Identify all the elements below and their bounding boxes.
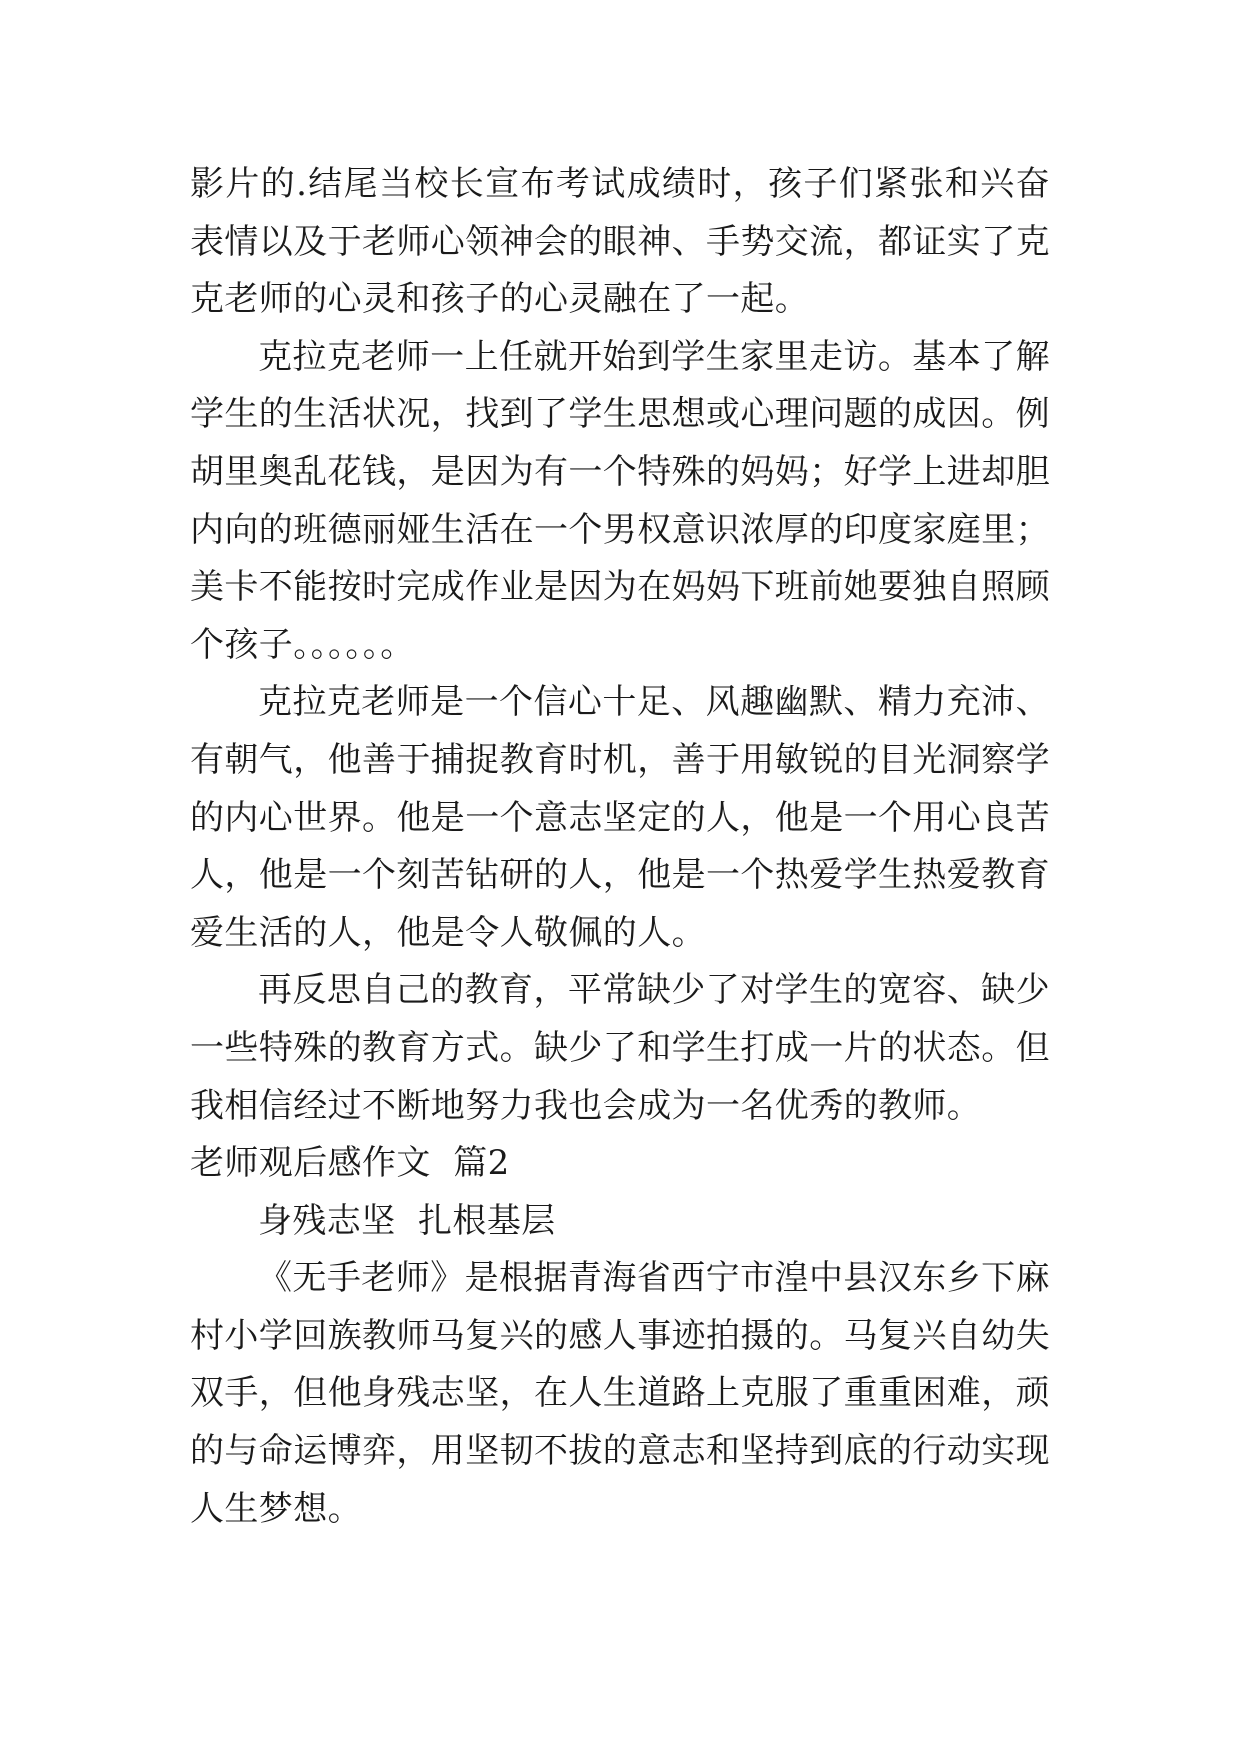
text-line: 有朝气，他善于捕捉教育时机，善于用敏锐的目光洞察学 xyxy=(190,739,1050,780)
text-line: 人，他是一个刻苦钻研的人，他是一个热爱学生热爱教育 xyxy=(190,855,1050,896)
text-line: 一些特殊的教育方式。缺少了和学生打成一片的状态。但 xyxy=(190,1027,1050,1068)
text-line: 村小学回族教师马复兴的感人事迹拍摄的。马复兴自幼失 xyxy=(190,1315,1050,1356)
text-line: 《无手老师》是根据青海省西宁市湟中县汉东乡下麻 xyxy=(258,1258,1050,1299)
text-line: 美卡不能按时完成作业是因为在妈妈下班前她要独自照顾 xyxy=(190,567,1050,608)
document-body xyxy=(190,156,1050,1538)
text-line: 再反思自己的教育，平常缺少了对学生的宽容、缺少 xyxy=(258,970,1050,1011)
subtitle: 身残志坚 扎根基层 xyxy=(258,1200,556,1241)
text-line: 双手，但他身残志坚，在人生道路上克服了重重困难，顽 xyxy=(190,1373,1050,1414)
paragraph xyxy=(190,962,1050,1135)
text-line: 影片的.结尾当校长宣布考试成绩时，孩子们紧张和兴奋 xyxy=(190,164,1050,204)
paragraph xyxy=(190,329,1050,675)
text-line: 的与命运博弈，用坚韧不拔的意志和坚持到底的行动实现 xyxy=(190,1431,1050,1472)
text-line: 内向的班德丽娅生活在一个男权意识浓厚的印度家庭里； xyxy=(190,509,1050,550)
text-line: 克拉克老师一上任就开始到学生家里走访。基本了解 xyxy=(258,336,1050,377)
text-line: 学生的生活状况，找到了学生思想或心理问题的成因。例 xyxy=(190,394,1050,435)
paragraph xyxy=(190,1250,1050,1538)
text-line: 表情以及于老师心领神会的眼神、手势交流，都证实了克 xyxy=(190,221,1050,262)
text-line: 人生梦想。 xyxy=(190,1488,362,1529)
text-line: 胡里奥乱花钱，是因为有一个特殊的妈妈；好学上进却胆 xyxy=(190,451,1050,492)
paragraph xyxy=(190,674,1050,962)
text-line: 克拉克老师是一个信心十足、风趣幽默、精力充沛、 xyxy=(258,682,1050,723)
paragraph xyxy=(190,156,1050,329)
text-line: 爱生活的人，他是令人敬佩的人。 xyxy=(190,912,706,953)
text-line: 的内心世界。他是一个意志坚定的人，他是一个用心良苦 xyxy=(190,797,1050,838)
text-line: 个孩子。。。。。。 xyxy=(190,624,415,665)
text-line: 我相信经过不断地努力我也会成为一名优秀的教师。 xyxy=(190,1085,982,1126)
text-line: 克老师的心灵和孩子的心灵融在了一起。 xyxy=(190,279,810,320)
section-heading: 老师观后感作文 篇2 xyxy=(190,1143,510,1184)
